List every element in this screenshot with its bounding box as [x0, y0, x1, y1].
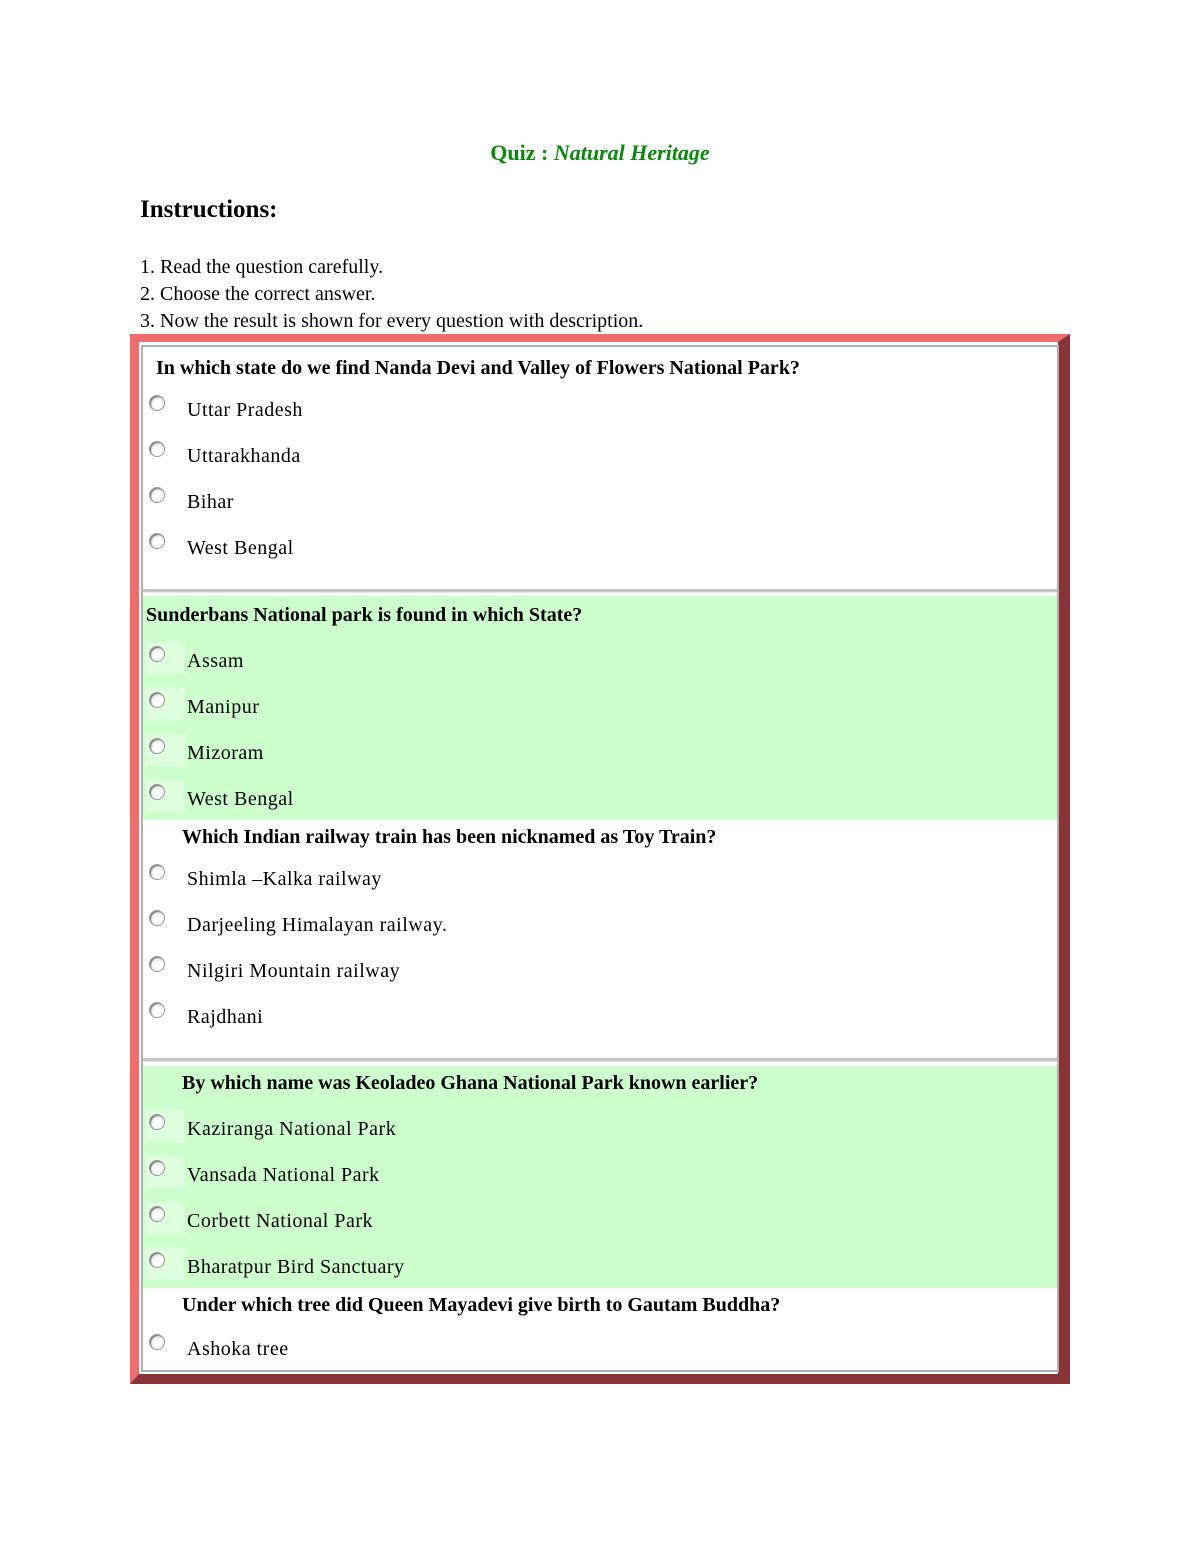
- option-label: Bharatpur Bird Sanctuary: [187, 1256, 405, 1278]
- question-text: Under which tree did Queen Mayadevi give birth to Gautam Buddha?: [182, 1294, 781, 1316]
- option-label: Darjeeling Himalayan railway.: [187, 914, 448, 936]
- radio-button[interactable]: [149, 395, 165, 411]
- option-row[interactable]: [143, 910, 1043, 940]
- radio-button[interactable]: [149, 1334, 165, 1350]
- radio-button[interactable]: [149, 1002, 165, 1018]
- question-text: Which Indian railway train has been nicknamed as Toy Train?: [182, 826, 717, 848]
- quiz-title: [0, 140, 1200, 166]
- option-row[interactable]: [143, 864, 1043, 894]
- radio-button[interactable]: [149, 441, 165, 457]
- option-row[interactable]: [143, 646, 1043, 676]
- question-separator: [143, 1058, 1057, 1062]
- instructions-heading: Instructions:: [140, 196, 278, 223]
- option-label: Corbett National Park: [187, 1210, 374, 1232]
- radio-button[interactable]: [149, 956, 165, 972]
- option-label: Vansada National Park: [187, 1164, 380, 1186]
- option-row[interactable]: [143, 1002, 1043, 1032]
- question-text: In which state do we find Nanda Devi and Valley of Flowers National Park?: [156, 357, 800, 379]
- option-label: Uttar Pradesh: [187, 399, 303, 421]
- radio-button[interactable]: [149, 738, 165, 754]
- option-label: Mizoram: [187, 742, 264, 764]
- radio-button[interactable]: [149, 1252, 165, 1268]
- option-row[interactable]: [143, 487, 1043, 517]
- option-row[interactable]: [143, 1252, 1043, 1282]
- question-text: By which name was Keoladeo Ghana National Park known earlier?: [182, 1072, 759, 1094]
- radio-button[interactable]: [149, 1206, 165, 1222]
- option-label: Manipur: [187, 696, 260, 718]
- quiz-title-name: Natural Heritage: [553, 140, 710, 165]
- radio-button[interactable]: [149, 864, 165, 880]
- option-row[interactable]: [143, 441, 1043, 471]
- option-label: Rajdhani: [187, 1006, 264, 1028]
- instruction-item: 1. Read the question carefully.: [140, 256, 384, 278]
- radio-button[interactable]: [149, 487, 165, 503]
- option-label: Nilgiri Mountain railway: [187, 960, 401, 982]
- option-label: Assam: [187, 650, 244, 672]
- option-row[interactable]: [143, 1160, 1043, 1190]
- question-block-3: [143, 820, 1057, 1056]
- question-block-4: [143, 1066, 1057, 1288]
- instruction-item: 2. Choose the correct answer.: [140, 283, 376, 305]
- option-label: Kaziranga National Park: [187, 1118, 397, 1140]
- option-row[interactable]: [143, 956, 1043, 986]
- question-block-5: [143, 1288, 1057, 1372]
- instruction-item: 3. Now the result is shown for every question with description.: [140, 310, 644, 332]
- radio-button[interactable]: [149, 1114, 165, 1130]
- radio-button[interactable]: [149, 1160, 165, 1176]
- option-label: Shimla –Kalka railway: [187, 868, 382, 890]
- quiz-panel: [141, 345, 1059, 1372]
- option-label: West Bengal: [187, 788, 294, 810]
- option-row[interactable]: [143, 738, 1043, 768]
- radio-button[interactable]: [149, 910, 165, 926]
- radio-button[interactable]: [149, 646, 165, 662]
- option-row[interactable]: [143, 395, 1043, 425]
- question-block-1: [143, 347, 1057, 587]
- radio-button[interactable]: [149, 692, 165, 708]
- quiz-title-prefix: Quiz :: [490, 140, 554, 165]
- instructions-list: [140, 254, 643, 335]
- option-row[interactable]: [143, 1114, 1043, 1144]
- option-label: Bihar: [187, 491, 234, 513]
- option-label: Ashoka tree: [187, 1338, 289, 1360]
- option-row[interactable]: [143, 1206, 1043, 1236]
- option-row[interactable]: [143, 784, 1043, 814]
- option-label: Uttarakhanda: [187, 445, 301, 467]
- radio-button[interactable]: [149, 533, 165, 549]
- option-row[interactable]: [143, 1334, 1043, 1364]
- option-label: West Bengal: [187, 537, 294, 559]
- question-block-2: [143, 596, 1057, 820]
- radio-button[interactable]: [149, 784, 165, 800]
- option-row[interactable]: [143, 692, 1043, 722]
- question-separator: [143, 589, 1057, 593]
- question-text: Sunderbans National park is found in which State?: [146, 604, 583, 626]
- option-row[interactable]: [143, 533, 1043, 563]
